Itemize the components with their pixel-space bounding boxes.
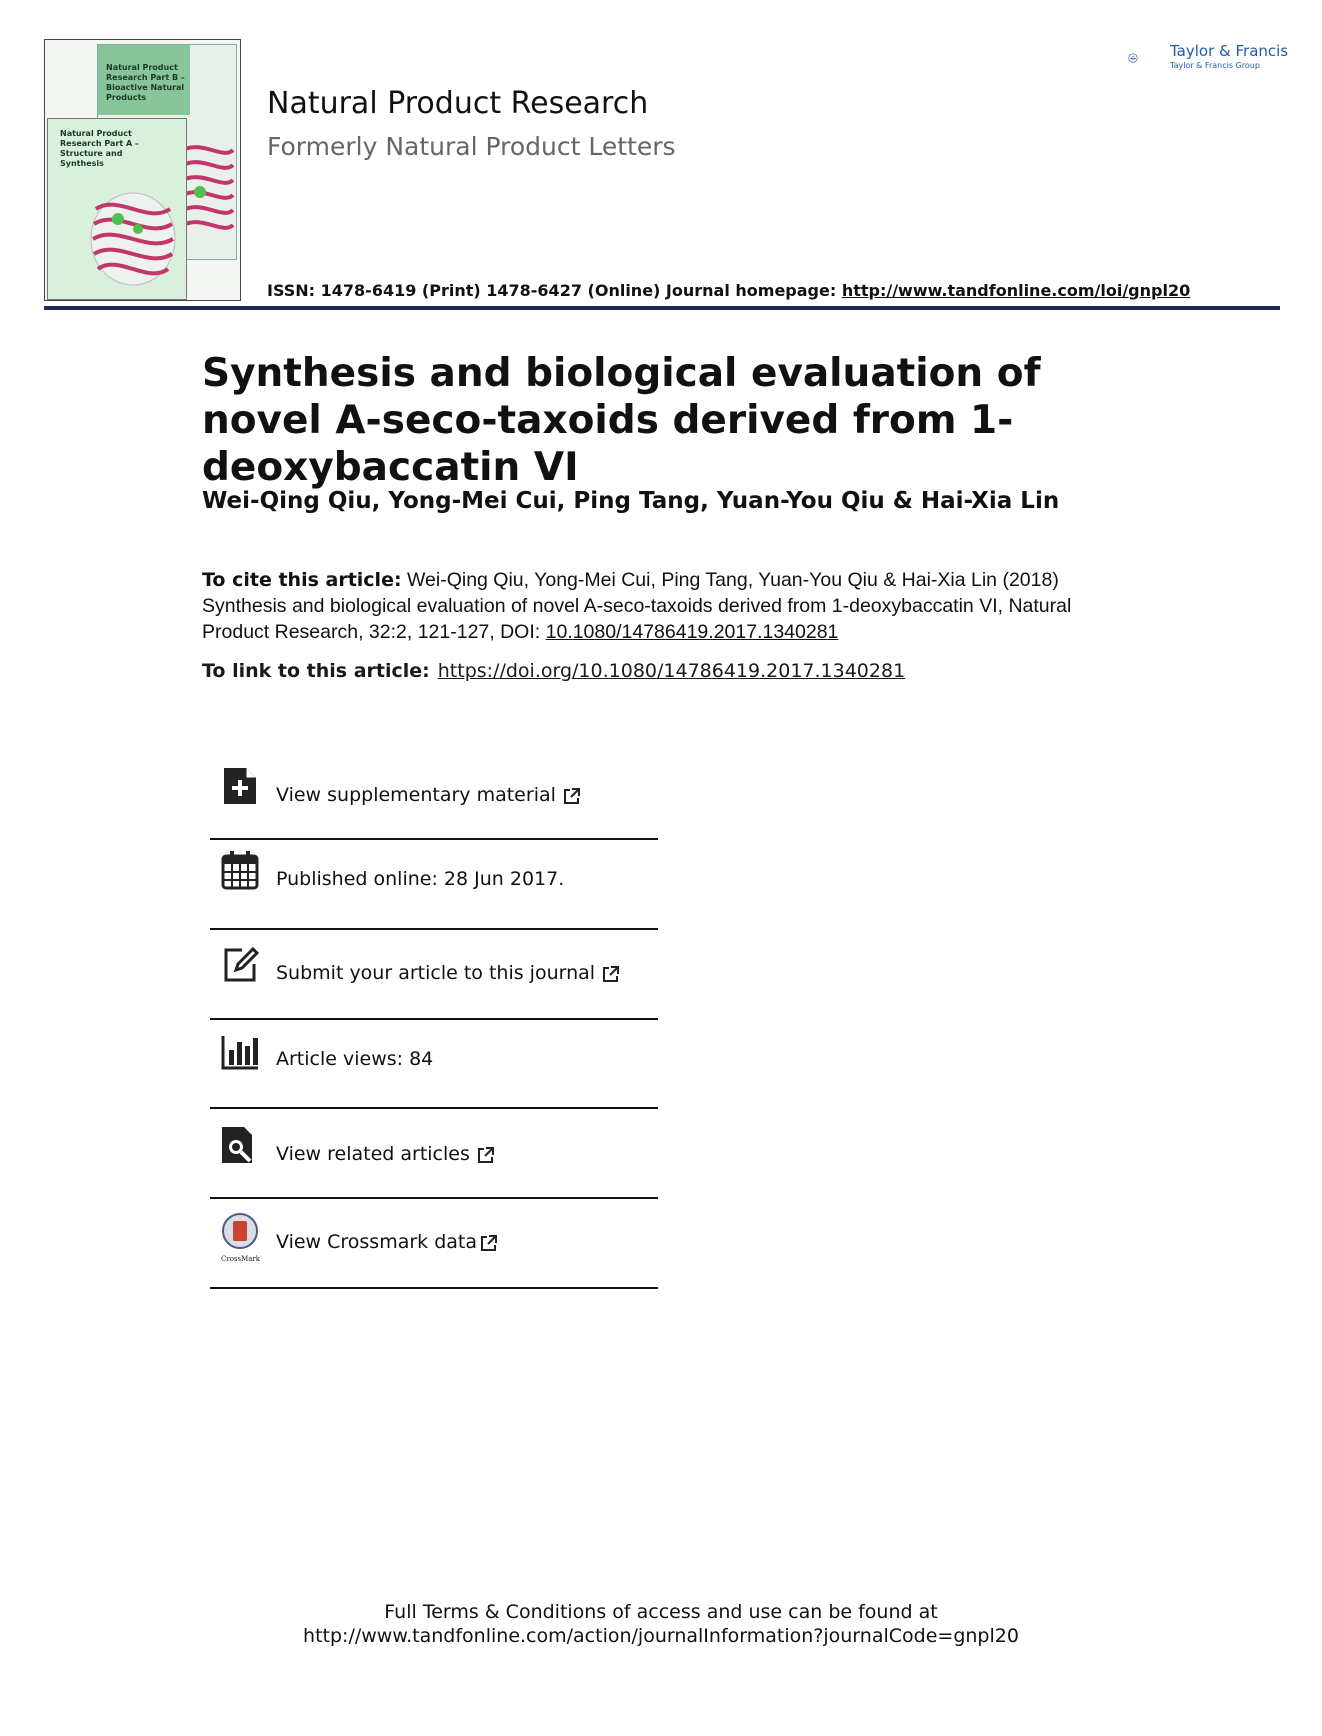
calendar-icon xyxy=(220,850,260,890)
bar-chart-icon xyxy=(220,1032,260,1072)
publisher-logo-icon xyxy=(1128,38,1168,78)
cite-text: Wei-Qing Qiu, Yong-Mei Cui, Ping Tang, Yuan-You Qiu & Hai-Xia Lin (2018) Synthesis and biological evaluation of novel A-seco-taxoids derived from 1-deoxybaccatin VI, Natural Product Research, 32:2, 121-127, DOI: xyxy=(202,569,1072,643)
footer-terms xyxy=(0,1600,1322,1648)
footer-terms-link[interactable]: http://www.tandfonline.com/action/journalInformation?journalCode=gnpl20 xyxy=(303,1625,1019,1647)
link-label: To link to this article: xyxy=(202,660,430,682)
list-item-supplementary[interactable] xyxy=(210,752,658,840)
journal-cover-image xyxy=(44,39,241,301)
header-rule xyxy=(44,306,1280,310)
article-doi-link[interactable]: https://doi.org/10.1080/14786419.2017.1340281 xyxy=(437,660,906,682)
article-link-row xyxy=(202,660,905,682)
supplementary-icon xyxy=(220,766,260,806)
list-item-crossmark[interactable] xyxy=(210,1199,658,1289)
publisher-name: Taylor & Francis xyxy=(1170,42,1289,60)
supplementary-label[interactable] xyxy=(276,784,582,806)
cite-doi-link[interactable]: 10.1080/14786419.2017.1340281 xyxy=(545,621,839,643)
footer-line-1: Full Terms & Conditions of access and use can be found at xyxy=(384,1601,938,1623)
submit-label[interactable] xyxy=(276,962,621,984)
journal-homepage-link[interactable]: http://www.tandfonline.com/loi/gnpl20 xyxy=(841,281,1191,300)
edit-icon xyxy=(220,944,260,984)
article-authors: Wei-Qing Qiu, Yong-Mei Cui, Ping Tang, Yuan-You Qiu & Hai-Xia Lin xyxy=(202,488,1060,514)
submit-text: Submit your article to this journal xyxy=(276,962,596,984)
crossmark-caption: CrossMark xyxy=(221,1255,261,1263)
crossmark-text: View Crossmark data xyxy=(276,1231,478,1253)
list-item-related[interactable] xyxy=(210,1109,658,1199)
list-item-published xyxy=(210,840,658,930)
crossmark-label[interactable] xyxy=(276,1231,499,1253)
issn-line xyxy=(267,281,1190,300)
published-label: Published online: 28 Jun 2017. xyxy=(276,868,565,890)
cover-front-title: Natural Product Research Part A – Structure and Synthesis xyxy=(60,129,139,168)
cite-label: To cite this article: xyxy=(202,569,402,591)
molecule-illustration xyxy=(178,140,238,250)
views-label: Article views: 84 xyxy=(276,1048,434,1070)
cover-back-title: Natural Product Research Part B – Bioactive Natural Products xyxy=(106,63,185,102)
list-item-submit[interactable] xyxy=(210,930,658,1020)
molecule-illustration xyxy=(88,189,178,289)
search-document-icon xyxy=(220,1125,260,1165)
journal-subtitle: Formerly Natural Product Letters xyxy=(267,132,676,161)
cover-front-panel xyxy=(47,118,187,300)
external-link-icon xyxy=(562,786,582,806)
crossmark-icon xyxy=(220,1213,260,1253)
citation-block xyxy=(202,567,1142,645)
related-text: View related articles xyxy=(276,1143,470,1165)
supplementary-text: View supplementary material xyxy=(276,784,556,806)
list-item-views xyxy=(210,1020,658,1109)
article-title: Synthesis and biological evaluation of novel A-seco-taxoids derived from 1-deoxybaccatin VI xyxy=(202,351,1041,490)
external-link-icon xyxy=(479,1233,499,1253)
publisher-group: Taylor & Francis Group xyxy=(1170,61,1260,70)
external-link-icon xyxy=(476,1145,496,1165)
article-info-list xyxy=(210,752,658,1289)
issn-text: ISSN: 1478-6419 (Print) 1478-6427 (Online) Journal homepage: xyxy=(267,281,842,300)
related-label[interactable] xyxy=(276,1143,496,1165)
external-link-icon xyxy=(601,964,621,984)
journal-title: Natural Product Research xyxy=(267,86,649,121)
cover-back-band xyxy=(98,45,190,115)
